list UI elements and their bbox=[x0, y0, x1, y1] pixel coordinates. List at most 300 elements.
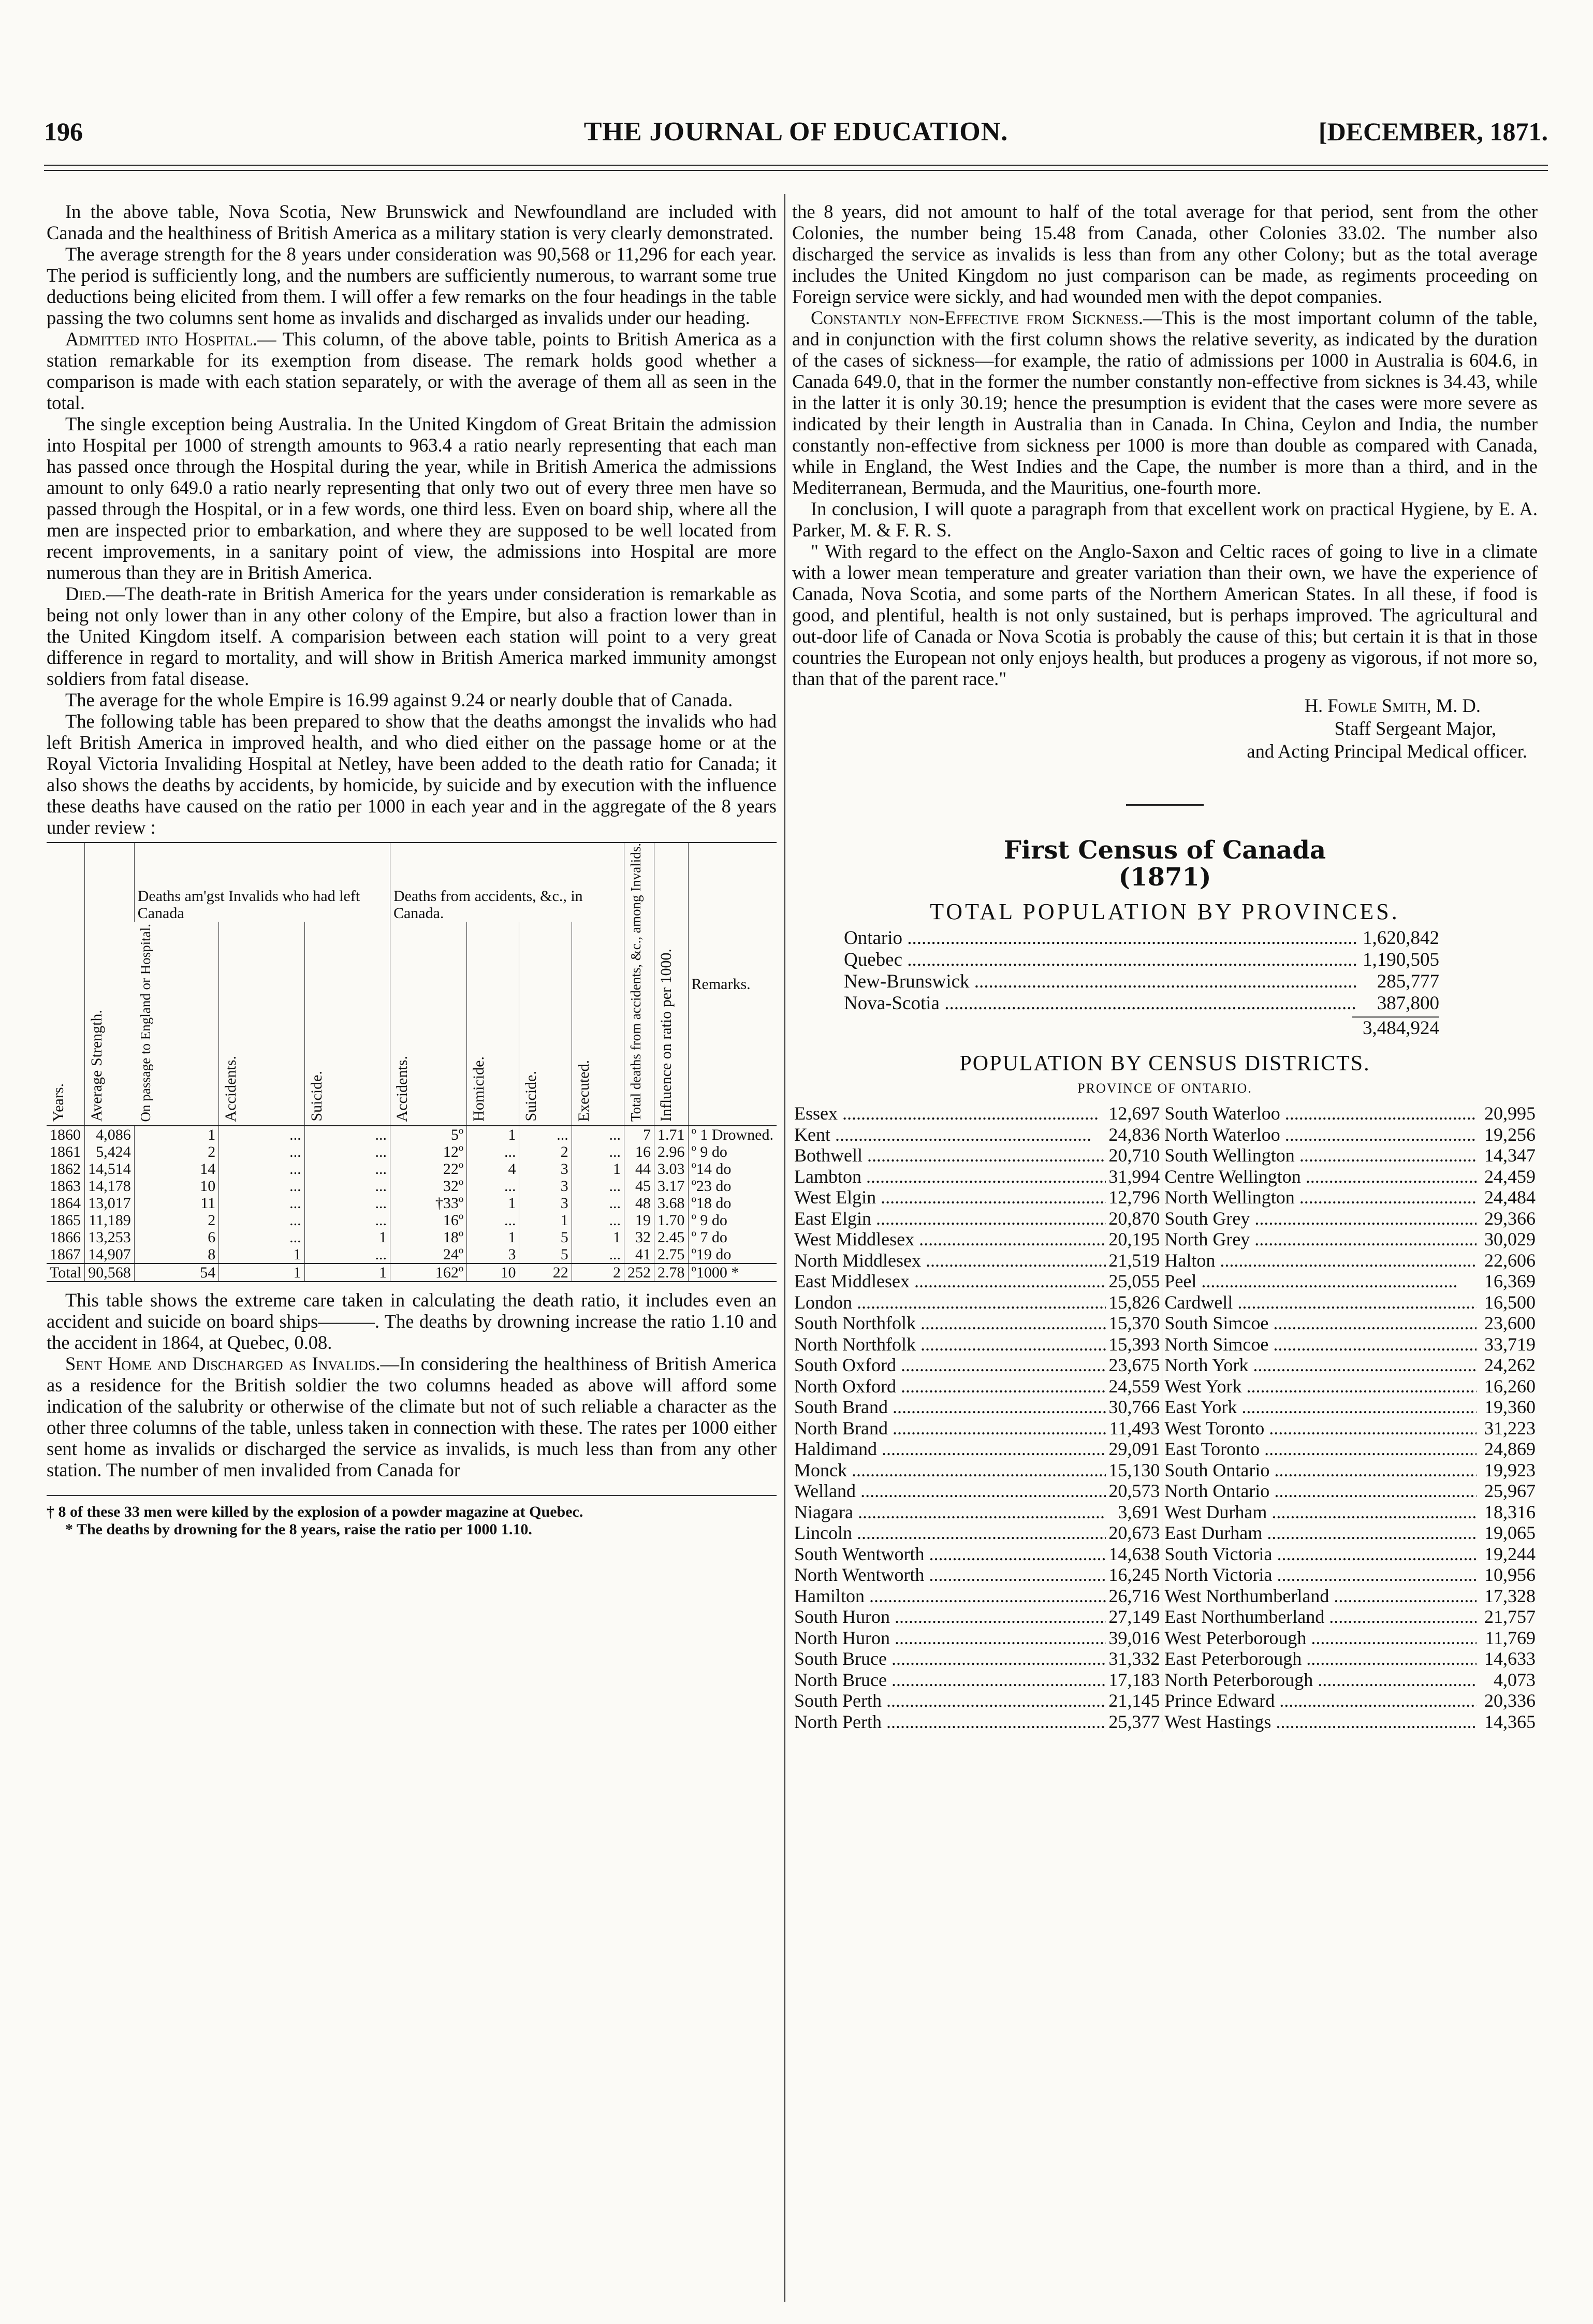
table-cell: 18º bbox=[390, 1229, 466, 1246]
table-cell: 11 bbox=[134, 1195, 219, 1212]
district-population: 29,091 bbox=[1106, 1439, 1162, 1460]
district-population: 25,055 bbox=[1106, 1271, 1162, 1292]
table-cell: 2.45 bbox=[654, 1229, 689, 1246]
province-population: 1,620,842 bbox=[1363, 927, 1439, 949]
province-name: Nova-Scotia ..... bbox=[844, 993, 1356, 1014]
paragraph: Sent Home and Discharged as Invalids.—In considering the healthiness of British America as a residence for the British soldier the two columns headed as above will afford some indication of the salubrity or otherwise of the climate but not of such reliable a character as the other three columns of the table, unless taken in connection with these. The rates per 1000 either sent home as invalids or discharged the service as invalids, is much less than from any other station. The number of men invalided from Canada for bbox=[47, 1353, 777, 1480]
district-name: North Northfolk ..... bbox=[792, 1334, 1106, 1355]
district-row bbox=[792, 1418, 1538, 1439]
district-name: South Perth ..... bbox=[792, 1690, 1106, 1711]
district-population: 23,600 bbox=[1484, 1313, 1536, 1333]
district-population: 17,328 bbox=[1484, 1585, 1536, 1606]
journal-title: THE JOURNAL OF EDUCATION. bbox=[583, 117, 1009, 147]
province-population: 285,777 bbox=[1377, 971, 1439, 992]
table-cell: ... bbox=[304, 1195, 390, 1212]
district-name: Niagara ..... bbox=[792, 1502, 1106, 1523]
paragraph: Admitted into Hospital.— This column, of the above table, points to British America as a station remarkable for its exemption from disease. The remark holds good whether a comparison is made with each station separately, or with the average of them all as seen in the total. bbox=[47, 328, 777, 413]
col-header-influence: Influence on ratio per 1000. bbox=[654, 843, 689, 1126]
district-row bbox=[792, 1544, 1538, 1565]
col-header-accidents-canada: Accidents. bbox=[390, 922, 466, 1126]
col-header-accidents: Accidents. bbox=[219, 922, 304, 1126]
table-cell: 13,017 bbox=[85, 1195, 135, 1212]
table-cell: 14 bbox=[134, 1160, 219, 1178]
col-group-accidents: Deaths from accidents, &c., in Canada. bbox=[390, 843, 624, 922]
district-name: East Elgin ..... bbox=[792, 1208, 1106, 1229]
district-row bbox=[792, 1313, 1538, 1334]
table-cell: º 9 do bbox=[688, 1143, 777, 1160]
total-population: 3,484,924 bbox=[844, 1014, 1439, 1039]
table-cell: 1 bbox=[304, 1229, 390, 1246]
district-population: 10,956 bbox=[1484, 1564, 1536, 1585]
paragraph: The following table has been prepared to show that the deaths amongst the invalids who had left British America in improved health, and who died either on the passage home or at the Royal Victoria Invaliding Hospital at Netley, have been added to the death ratio for Canada; it also shows the deaths by accidents, by homicide, by suicide and by execution with the influence these deaths have caused on the ratio per 1000 in each year and in the aggregate of the 8 years under review : bbox=[47, 710, 777, 838]
district-row bbox=[792, 1376, 1538, 1397]
district-row bbox=[792, 1648, 1538, 1669]
district-population: 24,459 bbox=[1484, 1166, 1536, 1187]
author-title: Staff Sergeant Major, bbox=[1334, 718, 1496, 739]
table-cell: ... bbox=[519, 1126, 572, 1143]
district-row bbox=[792, 1208, 1538, 1229]
table-cell: 3 bbox=[467, 1246, 519, 1263]
district-name: North Wentworth ..... bbox=[792, 1564, 1106, 1586]
table-cell: 1865 bbox=[50, 1211, 81, 1229]
footnote-rule bbox=[47, 1495, 777, 1496]
district-name: South Simcoe ..... bbox=[1162, 1313, 1477, 1334]
province-name: Quebec ..... bbox=[844, 949, 1356, 971]
table-cell: ... bbox=[219, 1195, 304, 1212]
table-cell: 1 bbox=[467, 1229, 519, 1246]
author-name: H. Fowle Smith, M. D. bbox=[1304, 695, 1481, 716]
table-cell: 32 bbox=[624, 1229, 654, 1246]
page-number: 196 bbox=[44, 117, 83, 146]
district-name: London ..... bbox=[792, 1292, 1106, 1313]
district-name: Halton ..... bbox=[1162, 1250, 1477, 1271]
district-name: South Wentworth ..... bbox=[792, 1544, 1106, 1565]
col-header-years: Years. bbox=[50, 1083, 67, 1122]
table-row bbox=[47, 1126, 777, 1143]
table-cell: ... bbox=[572, 1178, 624, 1195]
paragraph: In the above table, Nova Scotia, New Brunswick and Newfoundland are included with Canada and the healthiness of British America as a military station is very clearly demonstrated. bbox=[47, 201, 777, 243]
table-cell: º 9 do bbox=[688, 1212, 777, 1229]
col-header-passage: On passage to England or Hospital. bbox=[138, 923, 154, 1122]
col-header-homicide: Homicide. bbox=[467, 922, 519, 1126]
table-cell: 1866 bbox=[50, 1228, 81, 1246]
district-population: 16,500 bbox=[1484, 1291, 1536, 1313]
table-cell: 45 bbox=[624, 1178, 654, 1195]
table-cell: 2 bbox=[134, 1212, 219, 1229]
table-cell: 54 bbox=[134, 1263, 219, 1282]
province-population: 387,800 bbox=[1377, 993, 1439, 1014]
table-row bbox=[47, 1229, 777, 1246]
province-row bbox=[844, 949, 1439, 971]
table-cell: 3.03 bbox=[654, 1160, 689, 1178]
author-title-2: and Acting Principal Medical officer. bbox=[1247, 740, 1527, 762]
table-cell: 19 bbox=[624, 1212, 654, 1229]
district-population: 20,995 bbox=[1484, 1103, 1536, 1124]
district-population: 14,633 bbox=[1484, 1648, 1536, 1669]
table-cell: 22º bbox=[390, 1160, 466, 1178]
table-cell: º19 do bbox=[688, 1246, 777, 1263]
district-row bbox=[792, 1522, 1538, 1544]
col-header-suicide: Suicide. bbox=[304, 922, 390, 1126]
district-name: Monck ..... bbox=[792, 1460, 1106, 1481]
district-population: 11,493 bbox=[1106, 1418, 1162, 1439]
table-cell: 13,253 bbox=[85, 1229, 135, 1246]
table-cell: ... bbox=[219, 1126, 304, 1143]
table-cell: ... bbox=[467, 1143, 519, 1160]
table-cell: ... bbox=[467, 1212, 519, 1229]
district-row bbox=[792, 1166, 1538, 1187]
district-population: 11,769 bbox=[1485, 1627, 1536, 1648]
table-cell: ... bbox=[304, 1212, 390, 1229]
census-title: First Census of Canada bbox=[1003, 836, 1326, 865]
district-population: 20,195 bbox=[1106, 1229, 1162, 1250]
district-population: 19,065 bbox=[1484, 1522, 1536, 1543]
table-cell: 3.68 bbox=[654, 1195, 689, 1212]
census-year: (1871) bbox=[1118, 863, 1211, 892]
table-cell: 1860 bbox=[50, 1126, 81, 1143]
district-row bbox=[792, 1250, 1538, 1271]
district-name: East Peterborough ..... bbox=[1162, 1648, 1477, 1669]
table-cell: 16º bbox=[390, 1212, 466, 1229]
col-header-suicide-canada: Suicide. bbox=[519, 922, 572, 1126]
district-row bbox=[792, 1103, 1538, 1124]
district-name: Centre Wellington ..... bbox=[1162, 1166, 1477, 1187]
table-cell: 2.78 bbox=[654, 1263, 689, 1282]
table-cell: ... bbox=[304, 1160, 390, 1178]
district-population: 26,716 bbox=[1106, 1586, 1162, 1607]
district-population: 22,606 bbox=[1484, 1250, 1536, 1271]
table-cell: 1 bbox=[572, 1160, 624, 1178]
district-population: 14,347 bbox=[1484, 1145, 1536, 1166]
district-name: South Brand ..... bbox=[792, 1397, 1106, 1418]
district-population: 16,369 bbox=[1484, 1271, 1536, 1291]
district-row bbox=[792, 1669, 1538, 1691]
table-cell: 5 bbox=[519, 1229, 572, 1246]
page-header bbox=[44, 117, 1548, 158]
table-cell: 5º bbox=[390, 1126, 466, 1143]
district-population: 19,360 bbox=[1484, 1397, 1536, 1417]
table-cell: º 1 Drowned. bbox=[688, 1126, 777, 1143]
district-name: North Middlesex ..... bbox=[792, 1250, 1106, 1271]
col-header-total: Total deaths from accidents, &c., among Invalids. bbox=[624, 843, 654, 1126]
district-row bbox=[792, 1606, 1538, 1628]
footnote: † 8 of these 33 men were killed by the explosion of a powder magazine at Quebec. bbox=[47, 1503, 583, 1520]
table-cell: 1 bbox=[519, 1212, 572, 1229]
table-cell: 41 bbox=[624, 1246, 654, 1263]
table-cell: ... bbox=[467, 1178, 519, 1195]
district-name: Peel ..... bbox=[1162, 1271, 1477, 1292]
districts-heading: POPULATION BY CENSUS DISTRICTS. bbox=[959, 1052, 1370, 1076]
district-population: 23,675 bbox=[1106, 1355, 1162, 1376]
table-cell: 1867 bbox=[50, 1245, 81, 1263]
district-name: North Peterborough ..... bbox=[1162, 1669, 1477, 1691]
district-population: 15,393 bbox=[1106, 1334, 1162, 1355]
district-name: North Oxford ..... bbox=[792, 1376, 1106, 1397]
table-cell: 14,178 bbox=[85, 1178, 135, 1195]
district-row bbox=[792, 1355, 1538, 1376]
table-cell: 1 bbox=[467, 1195, 519, 1212]
paragraph: The single exception being Australia. In the United Kingdom of Great Britain the admission into Hospital per 1000 of strength amounts to 963.4 a ratio nearly representing that each man has passed once through the Hospital during the year, while in British America the admissions amount to only 649.0 a ratio nearly representing that only two out of every three men have so passed through the Hospital, or in a few words, one third less. Even on board ship, where all the men are inspected prior to embarkation, and where they are supposed to be well located from recent improvements, in a sanitary point of view, the admissions into Hospital are more numerous than they are in British America. bbox=[47, 413, 777, 583]
mortality-table bbox=[47, 842, 777, 1282]
district-population: 16,245 bbox=[1106, 1564, 1162, 1586]
district-name: North Victoria ..... bbox=[1162, 1564, 1477, 1586]
district-population: 15,130 bbox=[1106, 1460, 1162, 1481]
district-population: 4,073 bbox=[1494, 1669, 1536, 1690]
district-name: North Bruce ..... bbox=[792, 1669, 1106, 1691]
table-cell: ... bbox=[219, 1178, 304, 1195]
district-population: 30,766 bbox=[1106, 1397, 1162, 1418]
district-name: South Grey ..... bbox=[1162, 1208, 1477, 1229]
table-cell: 1864 bbox=[50, 1194, 81, 1212]
district-population: 24,559 bbox=[1106, 1376, 1162, 1397]
table-cell: 1 bbox=[134, 1126, 219, 1143]
district-population: 24,869 bbox=[1484, 1439, 1536, 1459]
district-population: 30,029 bbox=[1484, 1229, 1536, 1250]
district-name: East Middlesex ..... bbox=[792, 1271, 1106, 1292]
table-cell: 2.96 bbox=[654, 1143, 689, 1160]
section-divider bbox=[1126, 804, 1204, 806]
table-row bbox=[47, 1212, 777, 1229]
district-population: 25,967 bbox=[1484, 1480, 1536, 1501]
district-name: North Huron ..... bbox=[792, 1628, 1106, 1649]
district-population: 21,757 bbox=[1484, 1606, 1536, 1627]
district-name: South Waterloo ..... bbox=[1162, 1103, 1477, 1124]
section-heading: Admitted into Hospital. bbox=[65, 328, 257, 350]
district-row bbox=[792, 1145, 1538, 1166]
table-cell: ... bbox=[219, 1229, 304, 1246]
table-cell: 1 bbox=[304, 1263, 390, 1282]
paragraph: In conclusion, I will quote a paragraph from that excellent work on practical Hygiene, by E. A. Parker, M. & F. R. S. bbox=[792, 498, 1538, 541]
province-name: Ontario ..... bbox=[844, 927, 1356, 949]
table-cell: 10 bbox=[134, 1178, 219, 1195]
district-row bbox=[792, 1586, 1538, 1607]
district-population: 39,016 bbox=[1106, 1628, 1162, 1649]
district-name: South Wellington ..... bbox=[1162, 1145, 1477, 1166]
col-header-strength: Average Strength. bbox=[85, 843, 135, 1126]
district-name: East Toronto ..... bbox=[1162, 1439, 1477, 1460]
district-name: East Durham ..... bbox=[1162, 1522, 1477, 1544]
paragraph: the 8 years, did not amount to half of the total average for that period, sent from the other Colonies, the number being 15.48 from Canada, other Colonies 33.02. The number also discharged the service as invalids is less than from any other Colony; but as the total average includes the United Kingdom no just comparison can be made, as regiments proceeding on Foreign service were sickly, and had wounded men with the depot companies. bbox=[792, 201, 1538, 307]
district-population: 14,365 bbox=[1484, 1711, 1536, 1732]
district-name: North Brand ..... bbox=[792, 1418, 1106, 1439]
district-population: 31,223 bbox=[1484, 1417, 1536, 1439]
district-population: 20,870 bbox=[1106, 1208, 1162, 1229]
signature-block bbox=[792, 694, 1538, 763]
table-cell: ... bbox=[304, 1126, 390, 1143]
district-population: 3,691 bbox=[1106, 1502, 1162, 1523]
table-cell: º1000 * bbox=[688, 1263, 777, 1282]
district-name: North York ..... bbox=[1162, 1355, 1477, 1376]
district-population: 21,145 bbox=[1106, 1690, 1162, 1711]
paragraph: This table shows the extreme care taken in calculating the death ratio, it includes even an accident and suicide on board ships———. The deaths by drowning increase the ratio 1.10 and the accident in 1864, at Quebec, 0.08. bbox=[47, 1289, 777, 1353]
district-population: 20,336 bbox=[1484, 1690, 1536, 1711]
table-cell: ... bbox=[572, 1195, 624, 1212]
province-name: New-Brunswick ..... bbox=[844, 971, 1356, 993]
table-cell: 14,514 bbox=[85, 1160, 135, 1178]
district-population: 12,697 bbox=[1106, 1103, 1162, 1124]
table-cell: 14,907 bbox=[85, 1246, 135, 1263]
table-cell: ... bbox=[304, 1178, 390, 1195]
table-cell: 6 bbox=[134, 1229, 219, 1246]
table-cell: 1863 bbox=[50, 1177, 81, 1195]
table-cell: ... bbox=[219, 1143, 304, 1160]
district-name: West Northumberland ..... bbox=[1162, 1586, 1477, 1607]
district-row bbox=[792, 1502, 1538, 1523]
table-cell: ... bbox=[572, 1143, 624, 1160]
section-heading: Sent Home and Discharged as Invalids. bbox=[65, 1353, 381, 1374]
district-name: East York ..... bbox=[1162, 1397, 1477, 1418]
table-cell: 90,568 bbox=[85, 1263, 135, 1282]
district-row bbox=[792, 1460, 1538, 1481]
paragraph: Constantly non-Effective from Sickness.—This is the most important column of the table, and in conjunction with the first column shows the relative severity, as indicated by the duration of the cases of sickness—for example, the ratio of admissions per 1000 in Australia is 604.6, in Canada 649.0, that in the former the number constantly non-effective from sicknes is 34.43, while in the latter it is only 30.19; hence the presumption is evident that the cases were more severe as indicated by their length in Australia than in Canada. In China, Ceylon and India, the number constantly non-effective from sickness per 1000 is more than double as compared with Canada, while in England, the West Indies and the Cape, the number is more than a third, and in the Mediterranean, Bermuda, and the Mauritius, one-fourth more. bbox=[792, 307, 1538, 498]
district-row bbox=[792, 1711, 1538, 1733]
paragraph: Died.—The death-rate in British America for the years under consideration is remarkable as being not only lower than in any other colony of the Empire, but also a fraction lower than in the United Kingdom itself. A comparision between each station will point to a very great difference in regard to mortality, and will show in British America marked immunity amongst soldiers from fatal disease. bbox=[47, 583, 777, 689]
province-row bbox=[844, 971, 1439, 993]
header-rule bbox=[44, 165, 1548, 166]
district-name: West Toronto ..... bbox=[1162, 1418, 1477, 1439]
table-row bbox=[47, 1195, 777, 1212]
district-population: 16,260 bbox=[1484, 1375, 1536, 1397]
table-cell: 16 bbox=[624, 1143, 654, 1160]
table-cell: 1 bbox=[572, 1229, 624, 1246]
table-cell: ... bbox=[219, 1212, 304, 1229]
paragraph: The average for the whole Empire is 16.99 against 9.24 or nearly double that of Canada. bbox=[65, 689, 733, 710]
district-name: South Northfolk ..... bbox=[792, 1313, 1106, 1334]
province-row bbox=[844, 927, 1439, 949]
table-cell: 162º bbox=[390, 1263, 466, 1282]
district-name: North Wellington ..... bbox=[1162, 1187, 1477, 1208]
district-name: North Simcoe ..... bbox=[1162, 1334, 1477, 1355]
district-population: 24,484 bbox=[1484, 1187, 1536, 1208]
district-population: 17,183 bbox=[1106, 1669, 1162, 1691]
col-header-executed: Executed. bbox=[572, 922, 624, 1126]
district-population: 20,673 bbox=[1106, 1522, 1162, 1544]
table-cell: 4,086 bbox=[85, 1126, 135, 1143]
districts-table bbox=[792, 1103, 1538, 1732]
district-row bbox=[792, 1564, 1538, 1586]
table-cell: º23 do bbox=[688, 1178, 777, 1195]
table-cell: 2 bbox=[519, 1143, 572, 1160]
table-cell: 12º bbox=[390, 1143, 466, 1160]
district-row bbox=[792, 1229, 1538, 1250]
section-heading: Died. bbox=[65, 583, 106, 604]
district-population: 33,719 bbox=[1484, 1333, 1536, 1355]
table-cell: 3 bbox=[519, 1178, 572, 1195]
table-row bbox=[47, 1160, 777, 1178]
district-population: 14,638 bbox=[1106, 1544, 1162, 1565]
table-cell: 22 bbox=[519, 1263, 572, 1282]
district-row bbox=[792, 1124, 1538, 1145]
district-population: 20,573 bbox=[1106, 1480, 1162, 1502]
table-cell: 1.70 bbox=[654, 1212, 689, 1229]
table-cell: 1.71 bbox=[654, 1126, 689, 1143]
table-cell: 3 bbox=[519, 1195, 572, 1212]
table-cell: ... bbox=[572, 1126, 624, 1143]
district-population: 29,366 bbox=[1484, 1208, 1536, 1229]
district-name: South Ontario ..... bbox=[1162, 1460, 1477, 1481]
table-cell: º14 do bbox=[688, 1160, 777, 1178]
district-name: South Victoria ..... bbox=[1162, 1544, 1477, 1565]
table-total-row bbox=[47, 1263, 777, 1282]
district-population: 12,796 bbox=[1106, 1187, 1162, 1208]
table-cell: 24º bbox=[390, 1246, 466, 1263]
table-cell: 8 bbox=[134, 1246, 219, 1263]
district-name: East Northumberland ..... bbox=[1162, 1606, 1477, 1628]
issue-date: [DECEMBER, 1871. bbox=[1318, 117, 1548, 146]
district-population: 19,923 bbox=[1484, 1459, 1536, 1480]
table-cell: 3 bbox=[519, 1160, 572, 1178]
district-name: North Grey ..... bbox=[1162, 1229, 1477, 1250]
total-population-heading: TOTAL POPULATION BY PROVINCES. bbox=[930, 899, 1400, 924]
district-population: 15,826 bbox=[1106, 1292, 1162, 1313]
district-row bbox=[792, 1334, 1538, 1355]
district-name: Hamilton ..... bbox=[792, 1586, 1106, 1607]
table-cell: 3.17 bbox=[654, 1178, 689, 1195]
district-name: Welland ..... bbox=[792, 1480, 1106, 1502]
district-row bbox=[792, 1271, 1538, 1292]
district-name: Lambton ..... bbox=[792, 1166, 1106, 1187]
table-cell: º18 do bbox=[688, 1195, 777, 1212]
table-cell: ... bbox=[219, 1160, 304, 1178]
province-label: PROVINCE OF ONTARIO. bbox=[1077, 1081, 1252, 1096]
table-cell: º 7 do bbox=[688, 1229, 777, 1246]
district-name: Cardwell ..... bbox=[1162, 1292, 1477, 1313]
district-name: Haldimand ..... bbox=[792, 1439, 1106, 1460]
table-cell: 1 bbox=[467, 1126, 519, 1143]
table-cell: ... bbox=[304, 1143, 390, 1160]
district-row bbox=[792, 1292, 1538, 1313]
table-row bbox=[47, 1178, 777, 1195]
table-cell: 44 bbox=[624, 1160, 654, 1178]
district-name: Bothwell ..... bbox=[792, 1145, 1106, 1166]
table-cell: 5,424 bbox=[85, 1143, 135, 1160]
col-group-invalids: Deaths am'gst Invalids who had left Canada bbox=[134, 843, 390, 922]
district-name: West Hastings ..... bbox=[1162, 1711, 1477, 1733]
table-cell: 1862 bbox=[50, 1160, 81, 1178]
left-column bbox=[47, 201, 777, 1538]
district-name: West York ..... bbox=[1162, 1376, 1477, 1397]
district-name: Kent ..... bbox=[792, 1124, 1106, 1145]
district-population: 21,519 bbox=[1106, 1250, 1162, 1271]
district-population: 24,836 bbox=[1106, 1124, 1162, 1145]
table-cell: 5 bbox=[519, 1246, 572, 1263]
district-population: 19,256 bbox=[1484, 1124, 1536, 1145]
district-population: 20,710 bbox=[1106, 1145, 1162, 1166]
district-name: West Peterborough ..... bbox=[1162, 1628, 1477, 1649]
header-rule-2 bbox=[44, 170, 1548, 171]
province-population-list bbox=[792, 927, 1538, 1014]
district-name: North Waterloo ..... bbox=[1162, 1124, 1477, 1145]
table-cell: 48 bbox=[624, 1195, 654, 1212]
table-cell: 2.75 bbox=[654, 1246, 689, 1263]
district-name: West Elgin ..... bbox=[792, 1187, 1106, 1208]
table-cell: 2 bbox=[572, 1263, 624, 1282]
district-population: 19,244 bbox=[1484, 1543, 1536, 1564]
district-name: South Oxford ..... bbox=[792, 1355, 1106, 1376]
table-cell: 11,189 bbox=[85, 1212, 135, 1229]
district-population: 18,316 bbox=[1484, 1501, 1536, 1522]
table-cell: 7 bbox=[624, 1126, 654, 1143]
column-divider bbox=[784, 194, 785, 2302]
paragraph: The average strength for the 8 years under consideration was 90,568 or 11,296 for each year. The period is sufficiently long, and the numbers are sufficiently numerous, to warrant some true deductions being elicited from them. I will offer a few remarks on the four headings in the table passing the two columns sent home as invalids and discharged as invalids under our heading. bbox=[47, 243, 777, 328]
table-cell: 10 bbox=[467, 1263, 519, 1282]
table-cell: 32º bbox=[390, 1178, 466, 1195]
table-row bbox=[47, 1246, 777, 1263]
table-cell: ... bbox=[572, 1212, 624, 1229]
district-row bbox=[792, 1628, 1538, 1649]
table-cell: 1861 bbox=[50, 1143, 81, 1160]
table-cell: ... bbox=[572, 1246, 624, 1263]
